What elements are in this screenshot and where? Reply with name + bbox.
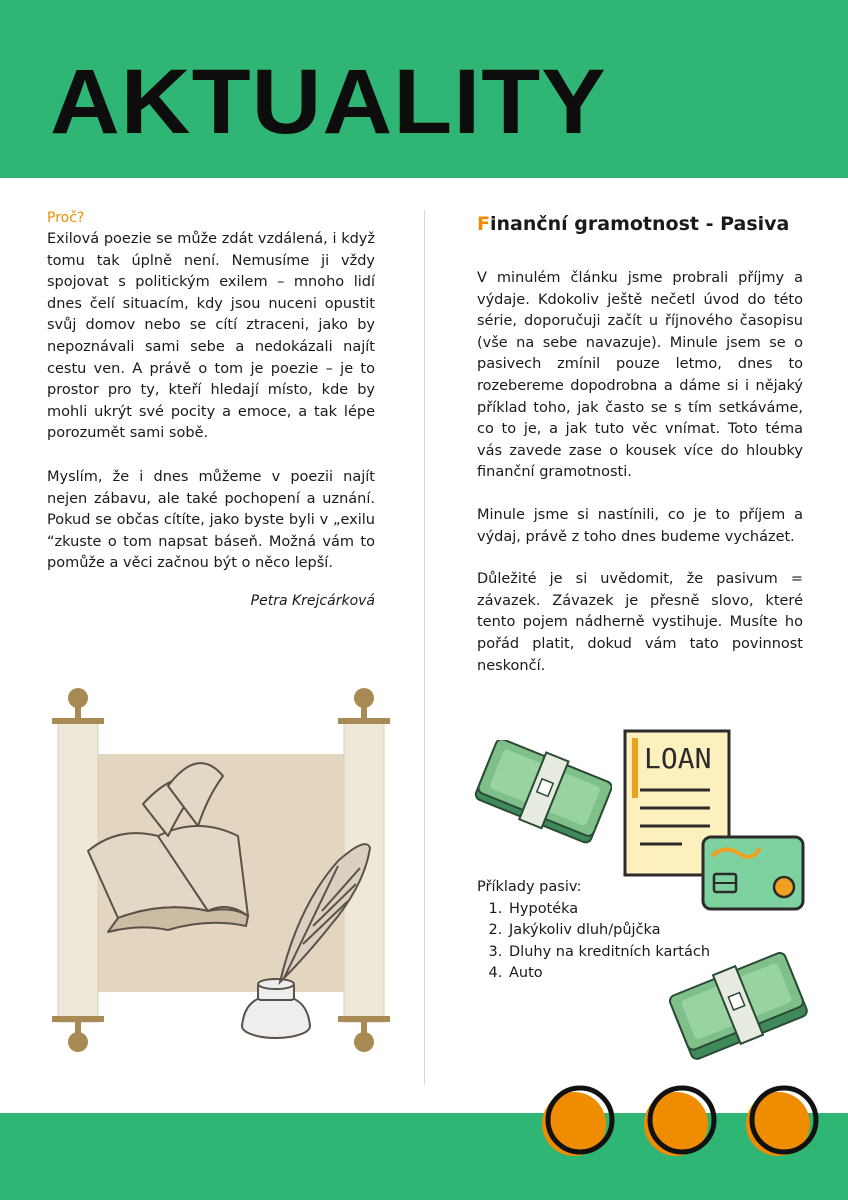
right-article <box>477 210 803 698</box>
money-stack-icon-2 <box>668 950 808 1060</box>
right-article-title <box>477 210 803 238</box>
list-item: 2. Jakýkoliv dluh/půjčka <box>507 920 710 942</box>
scroll-book-quill-illustration <box>48 686 398 1058</box>
right-paragraph-3: Důležité je si uvědomit, že pasivum = závazek. Závazek je přesně slovo, které tento pojem nádherně vystihuje. Musíte ho pořád platit, dokud vám tato povinnost neskončí. <box>477 571 803 674</box>
page-title: AKTUALITY <box>50 51 607 153</box>
credit-card-icon <box>700 834 806 912</box>
left-article <box>47 207 375 609</box>
list-item: 1. Hypotéka <box>507 899 710 921</box>
list-item: 4. Auto <box>507 963 710 985</box>
examples-heading: Příklady pasiv: <box>477 879 582 895</box>
title-first-letter: F <box>477 213 490 235</box>
title-rest: inanční gramotnost - Pasiva <box>489 213 790 235</box>
list-item: 3. Dluhy na kreditních kartách <box>507 942 710 964</box>
article-author: Petra Krejcárková <box>250 592 375 609</box>
column-divider <box>424 210 425 1085</box>
money-stack-icon <box>472 740 612 850</box>
right-paragraph-2: Minule jsme si nastínili, co je to příjem a výdaj, právě z toho dnes budeme vycházet. <box>477 506 803 545</box>
loan-label: LOAN <box>644 742 712 775</box>
left-paragraph-1: Exilová poezie se může zdát vzdálená, i když tomu tak úplně není. Nemusíme ji vždy spojovat s politickým exilem – mnoho lidí dnes čelí situacím, kdy jsou nuceni opustit svůj domov nebo se cítí ztraceni, jako by nepoznávali sami sebe a nedokázali najít cestu ven. A právě o tom je poezie – je to prostor pro ty, kteří hledají místo, kde by mohli ukrýt své pocity a emoce, a tak lépe porozumět sami sobě. <box>47 231 375 442</box>
article-kicker: Proč? <box>47 210 85 226</box>
right-paragraph-1: V minulém článku jsme probrali příjmy a výdaje. Kdokoliv ještě nečetl úvod do této série, doporučuji začít u říjnového časopisu (vše na sebe navazuje). Minule jsem se o pasivech zmínil pouze letmo, dnes to rozebereme dopodrobna a dáme si i nějaký příklad toho, jak často se s tím setkáváme, co to je, a jak tuto věc vnímat. Toto téma vás zavede zase o kousek více do hloubky finanční gramotnosti. <box>477 270 803 481</box>
decorative-circles <box>536 1080 836 1160</box>
left-paragraph-2: Myslím, že i dnes můžeme v poezii najít nejen zábavu, ale také pochopení a uznání. Pokud se občas cítíte, jako byste byli v „exilu “zkuste o tom napsat báseň. Možná vám to pomůže a věci začnou být o něco lepší. <box>47 468 375 572</box>
